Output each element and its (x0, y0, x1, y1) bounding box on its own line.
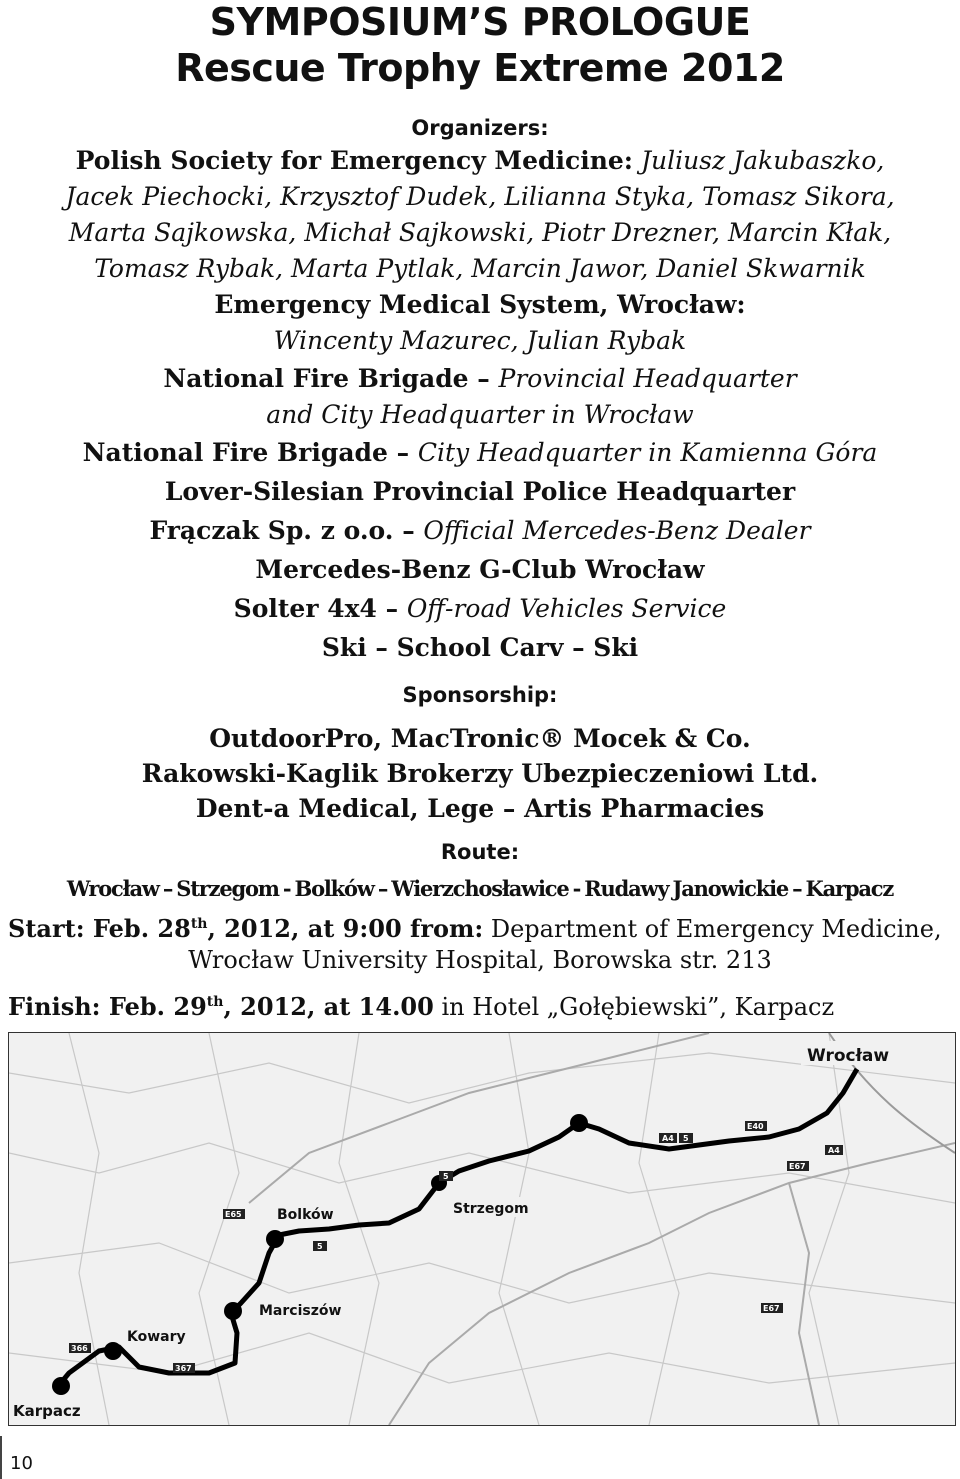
title-line-2: Rescue Trophy Extreme 2012 (175, 46, 785, 90)
sponsor-3: Dent-a Medical, Lege – Artis Pharmacies (195, 794, 765, 823)
road-label: E67 (763, 1304, 780, 1313)
city-label-bolkow: Bolków (277, 1207, 334, 1223)
marker-marciszow (224, 1302, 242, 1320)
start-line-2: Wrocław University Hospital, Borowska str. 213 (188, 946, 772, 974)
road-label: A4 (662, 1134, 674, 1143)
organizer-4 (0, 438, 960, 467)
route-map (8, 1032, 956, 1426)
road-label: 5 (683, 1134, 689, 1143)
marker-wierzchoslawice (570, 1114, 588, 1132)
road-label: 367 (175, 1364, 192, 1373)
start-location: Department of Emergency Medicine, (483, 915, 942, 943)
sponsorship-heading: Sponsorship: (402, 683, 558, 707)
route-heading: Route: (440, 840, 520, 864)
organizer-8-name: Solter 4x4 – (233, 594, 407, 623)
start-label: Start: Feb. 28 (8, 914, 191, 943)
organizer-8 (0, 594, 960, 623)
start-sup: th (190, 916, 208, 932)
road-label: E40 (747, 1122, 764, 1131)
organizer-3-name: National Fire Brigade – (163, 364, 499, 393)
organizer-5: Lover-Silesian Provincial Police Headquarter (164, 477, 796, 506)
organizer-1-name: Polish Society for Emergency Medicine: (75, 146, 634, 175)
road-label: 5 (443, 1172, 449, 1181)
organizer-1-members-a: Juliusz Jakubaszko, (633, 146, 885, 175)
route-map-svg (9, 1033, 955, 1425)
organizer-6-desc: Official Mercedes-Benz Dealer (423, 516, 811, 545)
organizer-3-unit-a: Provincial Headquarter (498, 364, 797, 393)
title-line-1: SYMPOSIUM’S PROLOGUE (209, 0, 751, 44)
road-label: E67 (789, 1162, 806, 1171)
organizer-9: Ski – School Carv – Ski (321, 633, 639, 662)
road-label: 5 (317, 1242, 323, 1251)
route-line: Wrocław – Strzegom - Bolków – Wierzchosławice - Rudawy Janowickie – Karpacz (66, 876, 894, 901)
start-line-1 (8, 914, 942, 943)
organizer-7: Mercedes-Benz G-Club Wrocław (255, 555, 705, 584)
sponsor-1: OutdoorPro, MacTronic® Mocek & Co. (209, 724, 751, 753)
organizer-2-name: Emergency Medical System, Wrocław: (214, 290, 746, 319)
organizer-1-members-c: Marta Sajkowska, Michał Sajkowski, Piotr Drezner, Marcin Kłak, (68, 218, 892, 247)
organizer-6 (0, 516, 960, 545)
organizer-1-members-b: Jacek Piechocki, Krzysztof Dudek, Lilianna Styka, Tomasz Sikora, (65, 182, 895, 211)
organizer-3-unit-b: and City Headquarter in Wrocław (266, 400, 694, 429)
finish-time: , 2012, at 14.00 (223, 992, 434, 1021)
finish-sup: th (206, 994, 224, 1010)
marker-bolkow (266, 1230, 284, 1248)
organizer-8-desc: Off-road Vehicles Service (406, 594, 727, 623)
finish-label: Finish: Feb. 29 (8, 992, 207, 1021)
marker-karpacz (52, 1377, 70, 1395)
city-label-marciszow: Marciszów (259, 1303, 342, 1319)
city-label-karpacz: Karpacz (13, 1402, 81, 1420)
finish-location: in Hotel „Gołębiewski”, Karpacz (433, 993, 835, 1021)
city-label-kowary: Kowary (127, 1329, 186, 1345)
organizer-6-name: Frączak Sp. z o.o. – (149, 516, 424, 545)
road-label: A4 (828, 1146, 840, 1155)
organizer-1-line-1 (0, 146, 960, 175)
start-time: , 2012, at 9:00 from: (207, 914, 484, 943)
organizers-heading: Organizers: (411, 116, 549, 140)
road-label: E65 (225, 1210, 242, 1219)
sponsor-2: Rakowski-Kaglik Brokerzy Ubezpieczeniowi Ltd. (141, 759, 819, 788)
organizer-3-line-1 (0, 364, 960, 393)
city-label-wroclaw: Wrocław (807, 1046, 890, 1066)
city-label-strzegom: Strzegom (453, 1201, 529, 1217)
organizer-4-unit: City Headquarter in Kamienna Góra (417, 438, 878, 467)
page-number: 10 (10, 1453, 33, 1474)
road-label: 366 (71, 1344, 88, 1353)
finish-line (8, 992, 834, 1021)
map-background (9, 1033, 955, 1425)
organizer-1-members-d: Tomasz Rybak, Marta Pytlak, Marcin Jawor, Daniel Skwarnik (94, 254, 866, 283)
organizer-4-name: National Fire Brigade – (82, 438, 418, 467)
organizer-2-members: Wincenty Mazurec, Julian Rybak (273, 326, 687, 355)
marker-kowary (104, 1342, 122, 1360)
page-margin-line (0, 1436, 2, 1479)
